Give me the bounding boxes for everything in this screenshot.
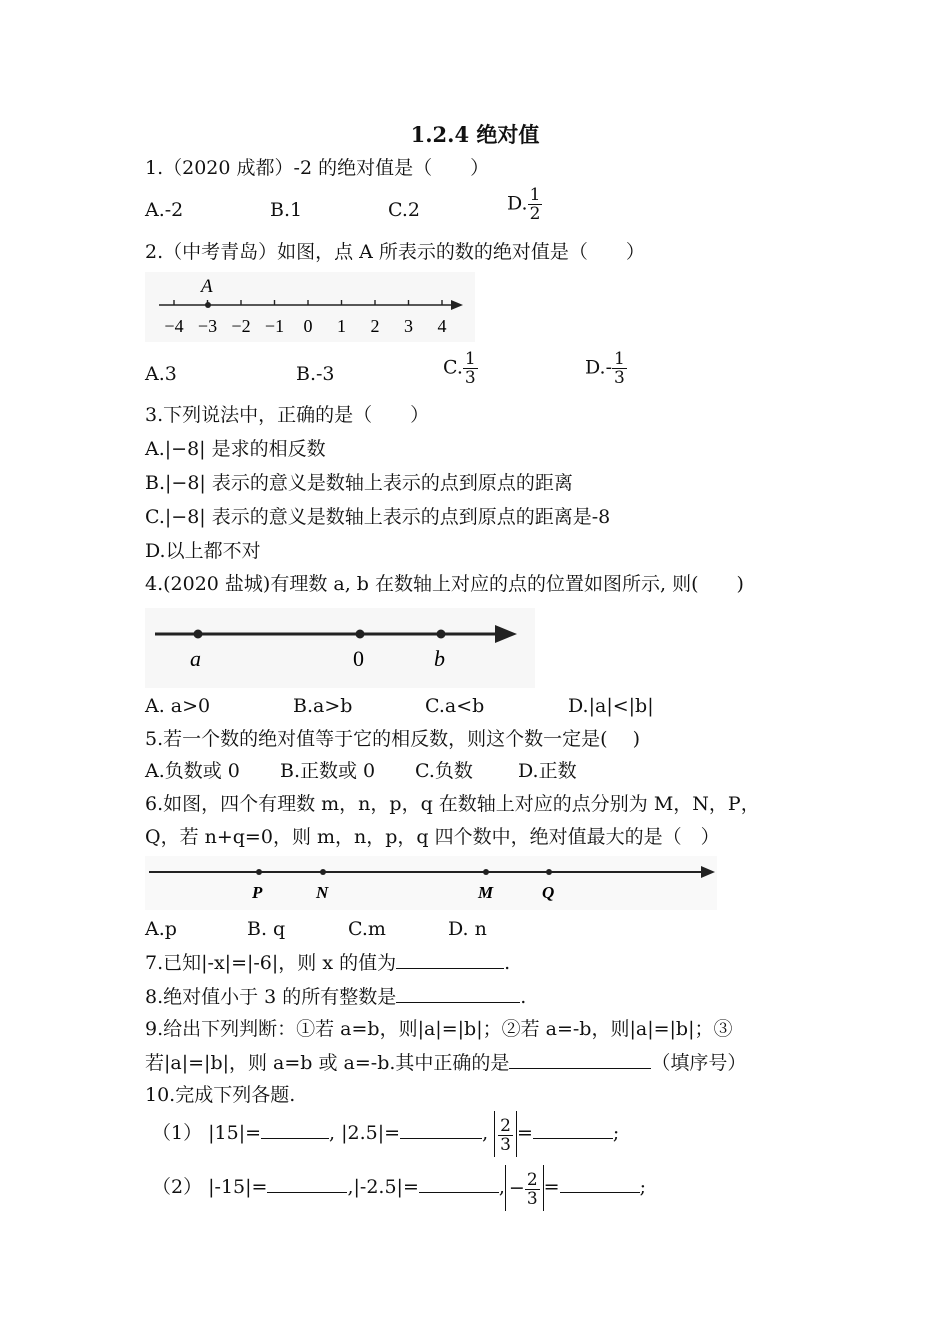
q7-answer-blank[interactable] [396, 950, 504, 969]
q10-part1-fraction [498, 1117, 513, 1154]
q10-part1-expr-b: , |2.5|= [329, 1122, 401, 1144]
q2-tick-label: 3 [404, 316, 413, 336]
q4-label-origin: 0 [353, 646, 364, 671]
q2-option-c [443, 350, 478, 387]
q2-tick-label: 0 [303, 316, 313, 336]
q10-part1-denominator: 3 [500, 1134, 511, 1155]
q10-part2-sep: , [498, 1176, 505, 1198]
q10-part1-expr-a: |15|= [208, 1122, 262, 1144]
q10-stem: 10.完成下列各题. [145, 1084, 296, 1106]
q7-end: . [504, 952, 511, 974]
q10-part2-blank-a[interactable] [267, 1174, 347, 1193]
q3-option-b: B.|−8| 表示的意义是数轴上表示的点到原点的距离 [145, 472, 573, 494]
q3-option-c: C.|−8| 表示的意义是数轴上表示的点到原点的距离是-8 [145, 506, 611, 528]
q2-point-a [205, 302, 211, 308]
q10-part2-equals: = [543, 1176, 560, 1198]
q5-stem: 5.若一个数的绝对值等于它的相反数，则这个数一定是( ) [145, 728, 640, 750]
q10-part2-blank-b[interactable] [419, 1174, 499, 1193]
q10-part2-blank-c[interactable] [560, 1174, 640, 1193]
q4-label-b: b [434, 646, 445, 671]
q2-option-d [585, 350, 627, 387]
q2-option-c-fraction [463, 350, 478, 387]
q1-option-a: A.-2 [145, 199, 184, 221]
q9-line1: 9.给出下列判断：①若 a=b，则|a|=|b|；②若 a=-b，则|a|=|b|；③ [145, 1018, 733, 1040]
q4-stem: 4.(2020 盐城)有理数 a, b 在数轴上对应的点的位置如图所示, 则( ) [145, 573, 744, 595]
q2-tick-label: 2 [370, 316, 380, 336]
q10-part2-end: ; [639, 1176, 646, 1198]
q6-option-d: D. n [448, 918, 487, 940]
q1-option-d-prefix: D. [507, 192, 528, 215]
q2-option-b: B.-3 [296, 363, 335, 385]
q10-part2-abs-fraction [505, 1165, 544, 1211]
q10-part1-sep: , [482, 1122, 489, 1144]
q6-label-p: P [252, 883, 263, 902]
q9-answer-blank[interactable] [509, 1050, 651, 1069]
q7-text: 7.已知|-x|=|-6|，则 x 的值为 [145, 952, 397, 974]
q4-point-origin [356, 630, 365, 639]
q10-part2-fraction [525, 1171, 540, 1208]
q1-d-numerator: 1 [529, 185, 541, 205]
q8-line [145, 984, 526, 1009]
q5-option-b: B.正数或 0 [280, 760, 376, 782]
q2-tick-label: −4 [164, 316, 184, 336]
q8-end: . [520, 986, 527, 1008]
q10-part1-label: （1） [152, 1122, 203, 1144]
q2-tick-label: 1 [337, 316, 346, 336]
q4-point-b [437, 630, 446, 639]
q4-option-b: B.a>b [293, 695, 353, 717]
q10-part2 [152, 1164, 646, 1211]
q3-stem: 3.下列说法中，正确的是（ ） [145, 404, 430, 426]
q10-part2-expr-b: ,|-2.5|= [347, 1176, 419, 1198]
q4-figure-background [145, 608, 535, 688]
q6-option-a: A.p [145, 918, 177, 940]
q6-label-q: Q [542, 883, 555, 902]
q5-option-a: A.负数或 0 [145, 760, 240, 782]
q10-part2-denominator: 3 [526, 1188, 538, 1209]
q6-option-c: C.m [348, 918, 386, 940]
q10-part1-abs-fraction [494, 1111, 517, 1157]
q4-point-a [194, 630, 203, 639]
q10-part2-sign: − [508, 1177, 525, 1199]
q10-part1-blank-a[interactable] [261, 1120, 329, 1139]
q9-text: 若|a|=|b|，则 a=b 或 a=-b.其中正确的是 [145, 1052, 510, 1074]
q2-tick-label: −2 [231, 316, 251, 336]
q1-option-c: C.2 [388, 199, 420, 221]
q3-option-d: D.以上都不对 [145, 540, 261, 562]
q1-option-d-fraction [528, 186, 543, 223]
q2-tick-label: 4 [437, 316, 447, 336]
q6-stem-line2: Q，若 n+q=0，则 m，n，p，q 四个数中，绝对值最大的是（ ） [145, 826, 720, 848]
q2-d-numerator: 1 [614, 349, 625, 369]
q2-c-denominator: 3 [464, 368, 476, 388]
q8-answer-blank[interactable] [396, 984, 520, 1003]
q2-stem: 2.（中考青岛）如图，点 A 所表示的数的绝对值是（ ） [145, 241, 645, 263]
q1-stem: 1.（2020 成都）-2 的绝对值是（ ） [145, 157, 490, 179]
q2-tick-label: −1 [264, 316, 285, 336]
q6-stem-line1: 6.如图，四个有理数 m，n，p，q 在数轴上对应的点分别为 M，N，P， [145, 793, 760, 815]
q10-part1-end: ; [612, 1122, 620, 1144]
q6-label-n: N [316, 883, 329, 902]
q10-part2-expr-a: |-15|= [208, 1176, 268, 1198]
q9-line2 [145, 1050, 746, 1075]
q2-option-a: A.3 [145, 363, 177, 385]
q6-point-p [256, 869, 262, 875]
q6-number-line [145, 856, 717, 910]
q7-line [145, 950, 510, 975]
q6-label-m: M [478, 883, 494, 902]
q1-option-d [507, 186, 542, 223]
q1-option-b: B.1 [270, 199, 303, 221]
q2-option-d-prefix: D.- [585, 356, 613, 379]
q4-option-a: A. a>0 [145, 695, 211, 717]
q10-part1 [152, 1110, 619, 1157]
q4-option-d: D.|a|<|b| [568, 695, 654, 717]
q2-point-a-label: A [201, 276, 213, 297]
q10-part1-blank-b[interactable] [400, 1120, 482, 1139]
q6-point-q [546, 869, 552, 875]
q10-part1-blank-c[interactable] [533, 1120, 613, 1139]
q10-part1-numerator: 2 [500, 1115, 511, 1136]
q4-label-a: a [190, 646, 201, 671]
q1-d-denominator: 2 [529, 204, 541, 224]
q2-tick-label: −3 [197, 316, 218, 336]
page-title: 1.2.4 绝对值 [410, 122, 540, 147]
q9-end: （填序号） [651, 1052, 747, 1074]
q2-c-numerator: 1 [464, 349, 476, 369]
q2-option-c-prefix: C. [443, 356, 463, 379]
q4-option-c: C.a<b [425, 695, 485, 717]
q10-part2-label: （2） [152, 1176, 203, 1198]
q6-point-m [483, 869, 489, 875]
q6-option-b: B. q [247, 918, 286, 940]
q10-part2-numerator: 2 [526, 1169, 538, 1190]
q5-option-d: D.正数 [518, 760, 577, 782]
q2-option-d-fraction [612, 350, 627, 387]
q4-number-line [145, 608, 535, 688]
q6-figure-background [145, 856, 717, 910]
q5-option-c: C.负数 [415, 760, 473, 782]
q8-text: 8.绝对值小于 3 的所有整数是 [145, 986, 397, 1008]
q3-option-a: A.|−8| 是求的相反数 [145, 438, 326, 460]
q10-part1-equals: = [517, 1122, 533, 1144]
q2-d-denominator: 3 [614, 368, 625, 388]
q2-number-line [145, 272, 475, 342]
q6-point-n [320, 869, 326, 875]
